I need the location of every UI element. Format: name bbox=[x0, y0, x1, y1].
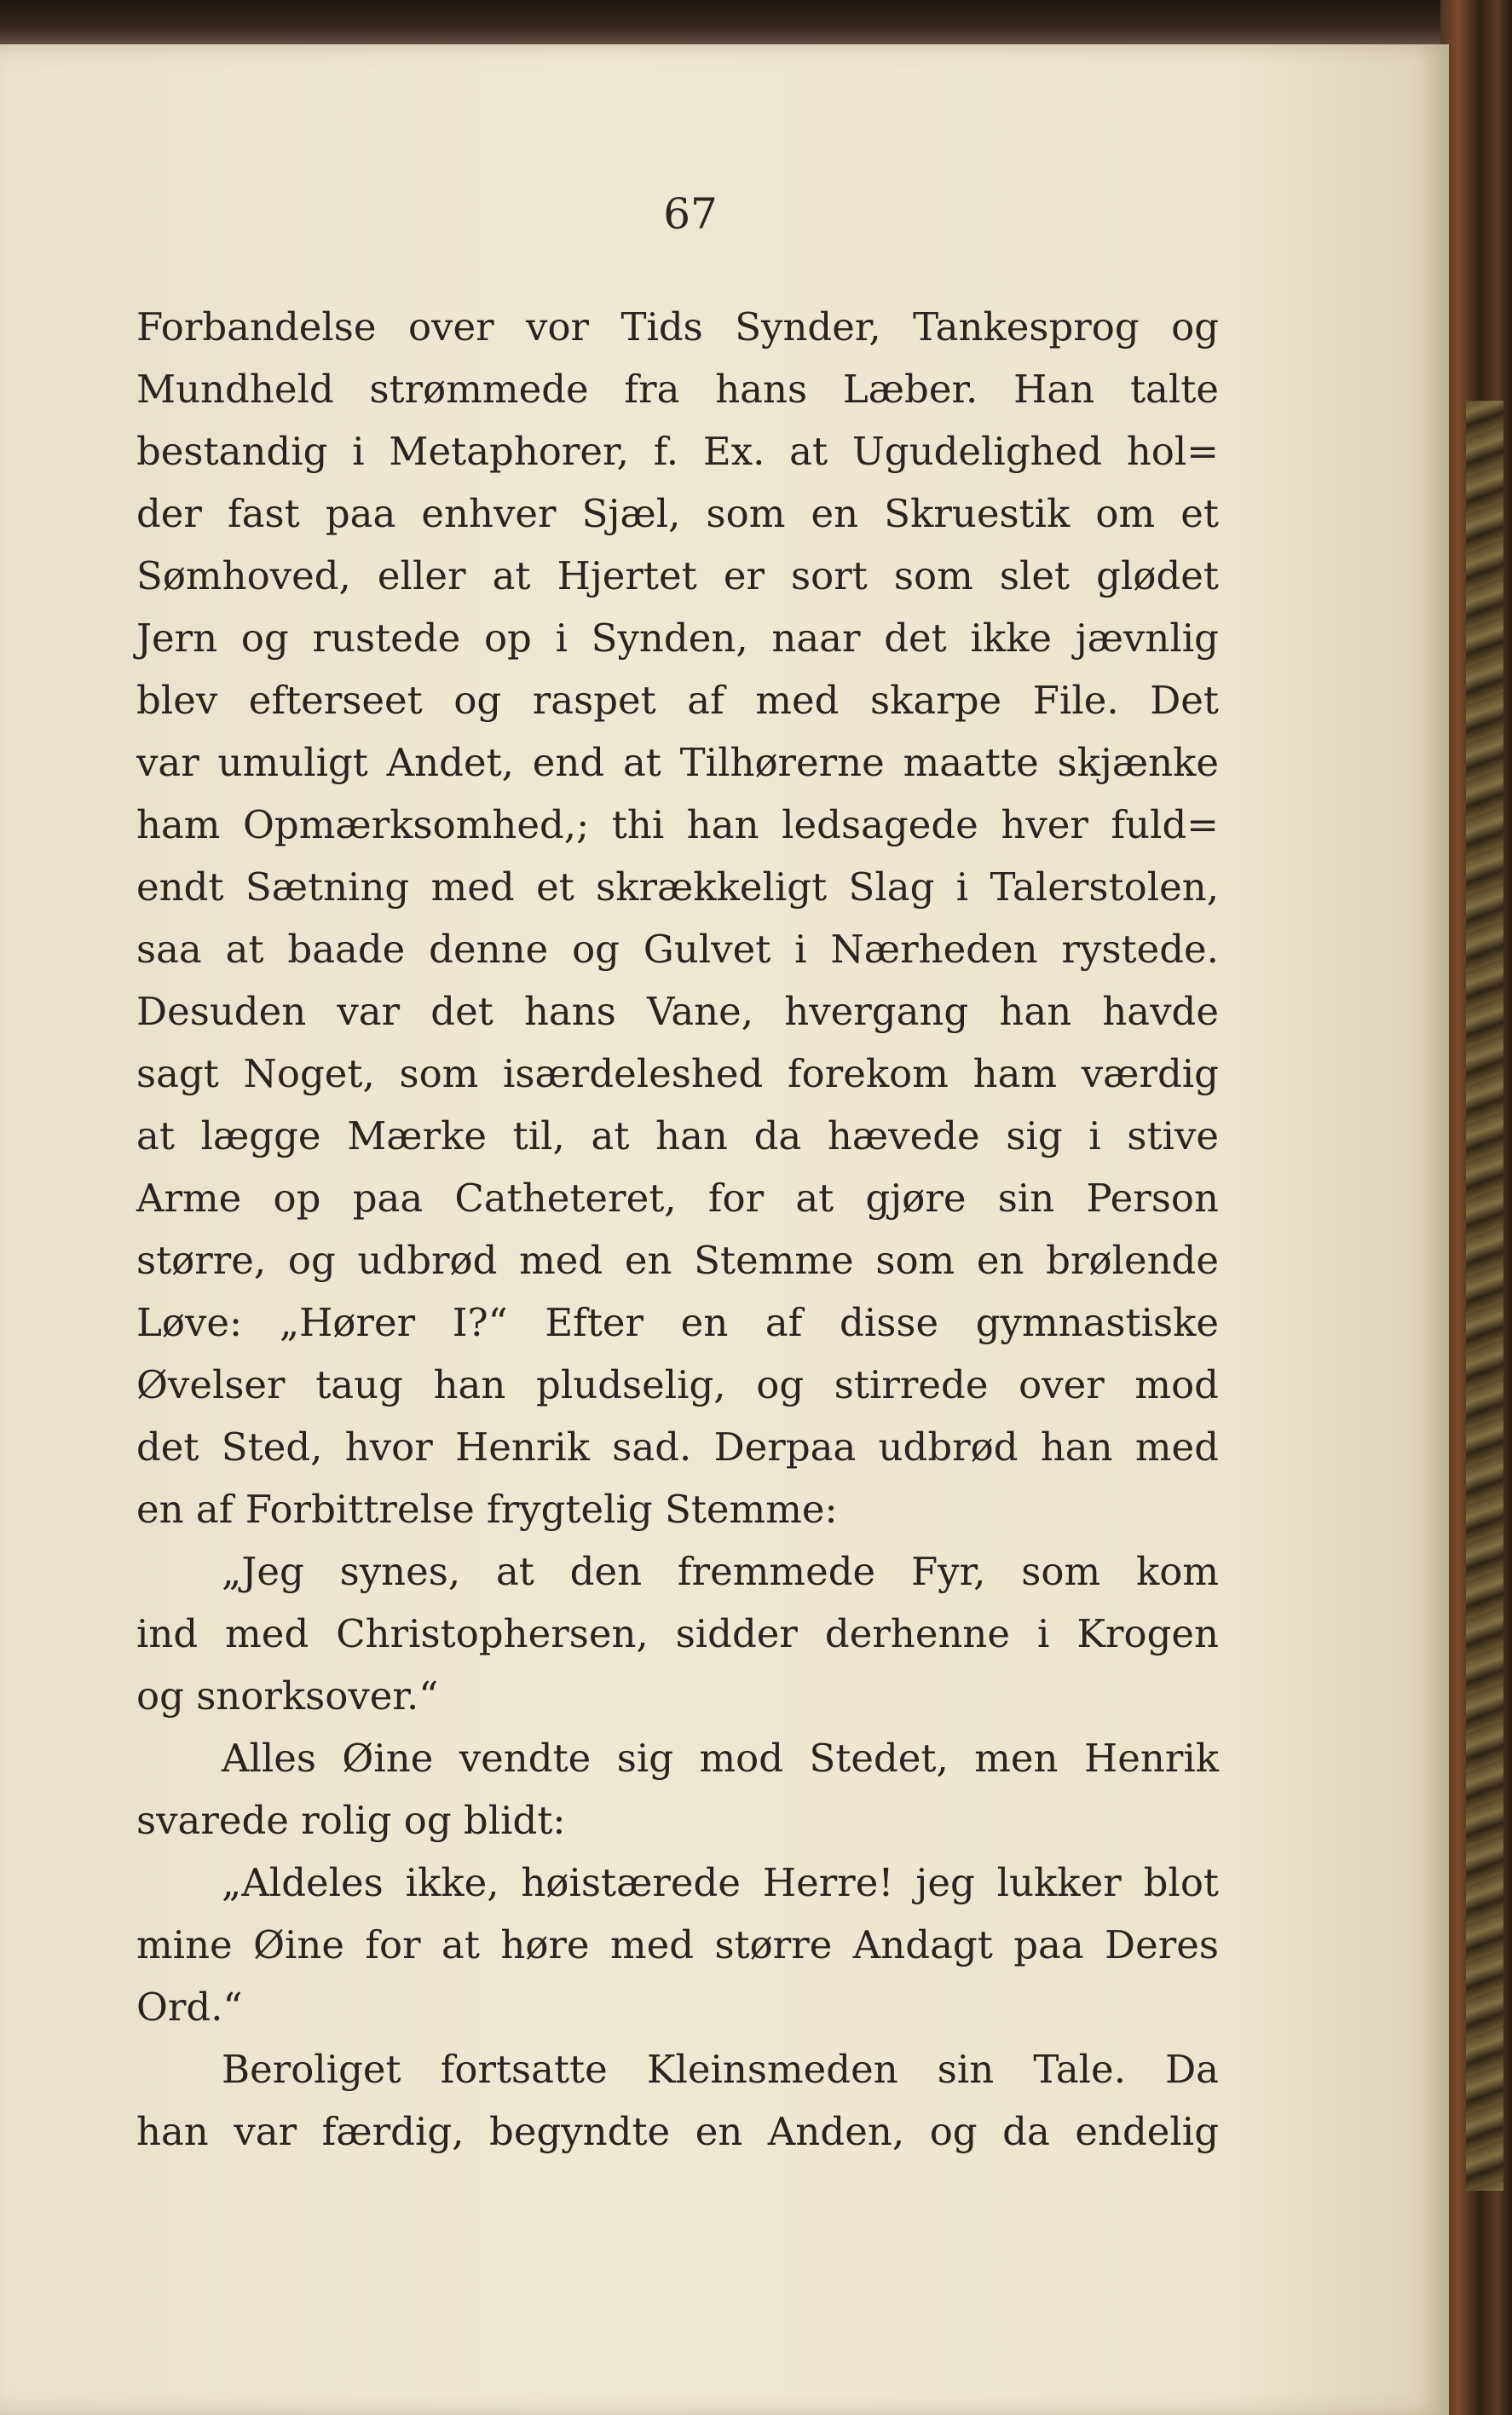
book-page bbox=[0, 44, 1449, 2415]
text-line: blev efterseet og raspet af med skarpe File. Det bbox=[136, 678, 1219, 723]
text-line: der fast paa enhver Sjæl, som en Skruestik om et bbox=[136, 491, 1219, 536]
text-line: endt Sætning med et skrækkeligt Slag i Talerstolen, bbox=[136, 864, 1219, 910]
text-line: Desuden var det hans Vane, hvergang han havde bbox=[136, 989, 1219, 1034]
text-line: han var færdig, begyndte en Anden, og da endelig bbox=[136, 2109, 1219, 2154]
text-line: Forbandelse over vor Tids Synder, Tankesprog og bbox=[136, 304, 1219, 350]
text-line: saa at baade denne og Gulvet i Nærheden rystede. bbox=[136, 927, 1219, 972]
text-line: og snorksover.“ bbox=[136, 1673, 439, 1719]
text-line: „Jeg synes, at den fremmede Fyr, som kom bbox=[222, 1549, 1219, 1594]
text-line: svarede rolig og blidt: bbox=[136, 1798, 566, 1843]
text-line: Løve: „Hører I?“ Efter en af disse gymnastiske bbox=[136, 1300, 1219, 1345]
text-line: Sømhoved, eller at Hjertet er sort som slet glødet bbox=[136, 553, 1219, 598]
text-line: det Sted, hvor Henrik sad. Derpaa udbrød han med bbox=[136, 1424, 1219, 1470]
text-line: ind med Christophersen, sidder derhenne i Krogen bbox=[136, 1611, 1219, 1656]
text-line: Ord.“ bbox=[136, 1985, 243, 2030]
page-text bbox=[136, 296, 1219, 2163]
book-top-edge bbox=[0, 0, 1512, 49]
text-line: „Aldeles ikke, høistærede Herre! jeg lukker blot bbox=[222, 1860, 1219, 1905]
text-line: en af Forbittrelse frygtelig Stemme: bbox=[136, 1487, 838, 1532]
text-line: var umuligt Andet, end at Tilhørerne maatte skjænke bbox=[136, 740, 1219, 785]
text-line: at lægge Mærke til, at han da hævede sig i stive bbox=[136, 1113, 1219, 1158]
text-line: større, og udbrød med en Stemme som en brølende bbox=[136, 1238, 1219, 1283]
text-line: mine Øine for at høre med større Andagt paa Deres bbox=[136, 1922, 1219, 1967]
text-line: Arme op paa Catheteret, for at gjøre sin Person bbox=[136, 1176, 1219, 1221]
text-line: Øvelser taug han pludselig, og stirrede over mod bbox=[136, 1362, 1219, 1407]
text-line: sagt Noget, som isærdeleshed forekom ham værdig bbox=[136, 1051, 1219, 1096]
text-line: bestandig i Metaphorer, f. Ex. at Ugudelighed hol= bbox=[136, 429, 1219, 474]
page-number: 67 bbox=[663, 189, 718, 239]
text-line: Mundheld strømmede fra hans Læber. Han talte bbox=[136, 367, 1219, 412]
text-line: Beroliget fortsatte Kleinsmeden sin Tale. Da bbox=[222, 2047, 1219, 2092]
text-line: Alles Øine vendte sig mod Stedet, men Henrik bbox=[222, 1736, 1219, 1781]
text-line: ham Opmærksomhed,; thi han ledsagede hver fuld= bbox=[136, 802, 1219, 847]
book-spine-edge bbox=[1440, 0, 1512, 2415]
marbled-edge bbox=[1466, 401, 1503, 2191]
text-line: Jern og rustede op i Synden, naar det ikke jævnlig bbox=[136, 615, 1219, 661]
